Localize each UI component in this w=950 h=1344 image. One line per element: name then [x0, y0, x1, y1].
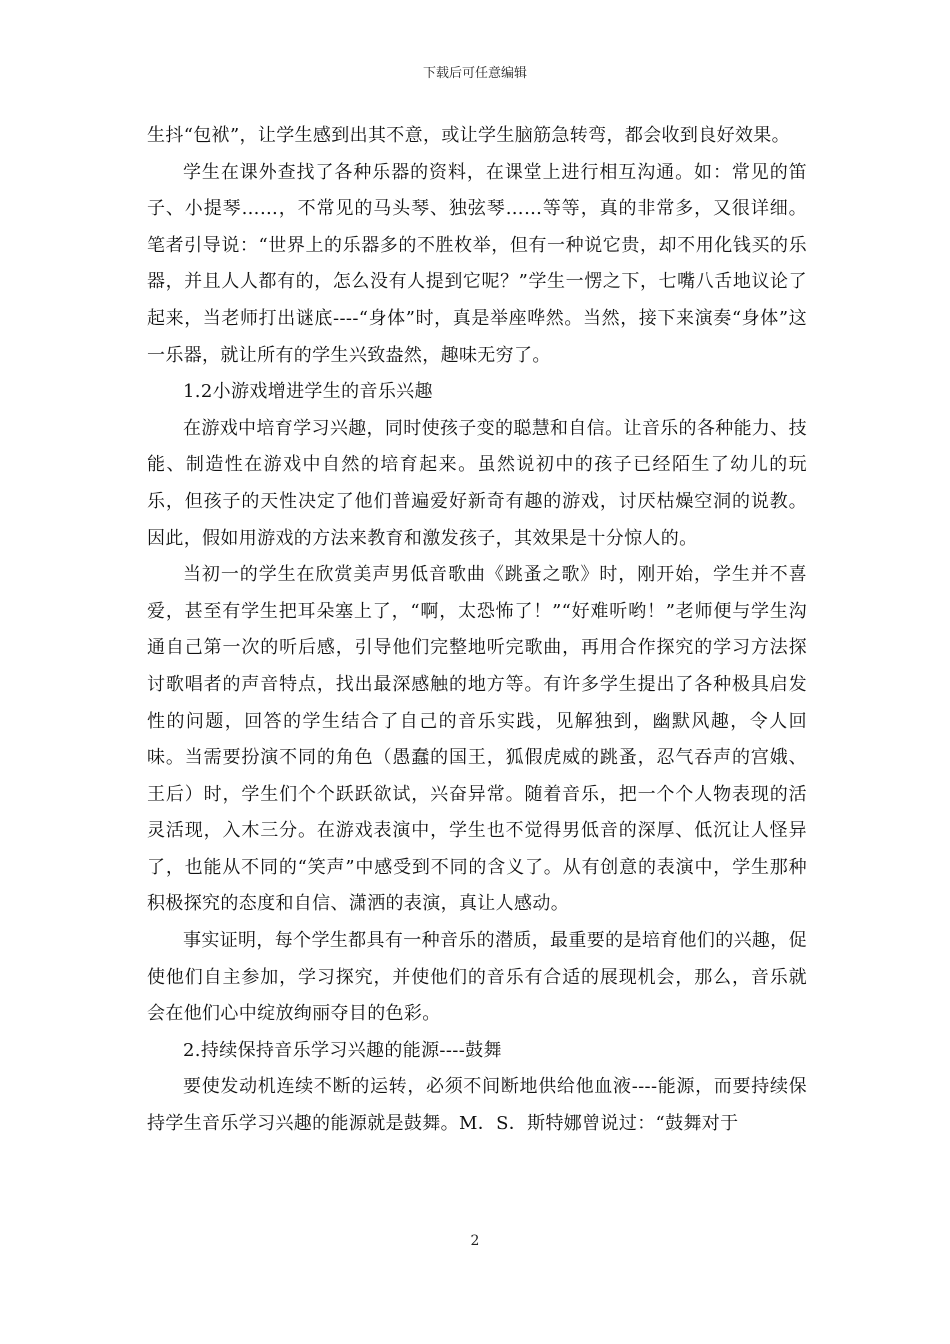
document-body	[147, 118, 807, 1143]
paragraph-facts: 事实证明，每个学生都具有一种音乐的潜质，最重要的是培育他们的兴趣，促使他们自主参加，学习探究，并使他们的音乐有合适的展现机会，那么，音乐就会在他们心中绽放绚丽夺目的色彩。	[147, 930, 807, 1025]
section-heading-1-2: 1.2小游戏增进学生的音乐兴趣	[183, 381, 433, 403]
paragraph-encouragement: 要使发动机连续不断的运转，必须不间断地供给他血液----能源，而要持续保持学生音乐学习兴趣的能源就是鼓舞。M．S．斯特娜曾说过：“鼓舞对于	[147, 1076, 807, 1135]
page-header: 下载后可任意编辑	[422, 66, 527, 81]
section-heading-2: 2.持续保持音乐学习兴趣的能源----鼓舞	[183, 1039, 502, 1061]
paragraph-instruments: 学生在课外查找了各种乐器的资料，在课堂上进行相互沟通。如：常见的笛子、小提琴……，不常见的马头琴、独弦琴……等等，真的非常多，又很详细。笔者引导说：“世界上的乐器多的不胜枚举，但有一种说它贵，却不用化钱买的乐器，并且人人都有的，怎么没有人提到它呢？”学生一愣之下，七嘴八舌地议论了起来，当老师打出谜底----“身体”时，真是举座哗然。当然，接下来演奏“身体”这一乐器，就让所有的学生兴致盎然，趣味无穷了。	[147, 161, 807, 366]
paragraph-continuation: 生抖“包袱”，让学生感到出其不意，或让学生脑筋急转弯，都会收到良好效果。	[147, 125, 791, 146]
paragraph-games: 在游戏中培育学习兴趣，同时使孩子变的聪慧和自信。让音乐的各种能力、技能、制造性在游戏中自然的培育起来。虽然说初中的孩子已经陌生了幼儿的玩乐，但孩子的天性决定了他们普遍爱好新奇有趣的游戏，讨厌枯燥空洞的说教。因此，假如用游戏的方法来教育和激发孩子，其效果是十分惊人的。	[147, 417, 807, 549]
page-number: 2	[470, 1233, 480, 1249]
paragraph-flea-song: 当初一的学生在欣赏美声男低音歌曲《跳蚤之歌》时，刚开始，学生并不喜爱，甚至有学生把耳朵塞上了，“啊，太恐怖了！”“好难听哟！”老师便与学生沟通自己第一次的听后感，引导他们完整地听完歌曲，再用合作探究的学习方法探讨歌唱者的声音特点，找出最深感触的地方等。有许多学生提出了各种极具启发性的问题，回答的学生结合了自己的音乐实践，见解独到，幽默风趣，令人回味。当需要扮演不同的角色（愚蠢的国王，狐假虎威的跳蚤，忍气吞声的宫娥、王后）时，学生们个个跃跃欲试，兴奋异常。随着音乐，把一个个人物表现的活灵活现，入木三分。在游戏表演中，学生也不觉得男低音的深厚、低沉让人怪异了，也能从不同的“笑声”中感受到不同的含义了。从有创意的表演中，学生那种积极探究的态度和自信、潇洒的表演，真让人感动。	[147, 564, 807, 915]
